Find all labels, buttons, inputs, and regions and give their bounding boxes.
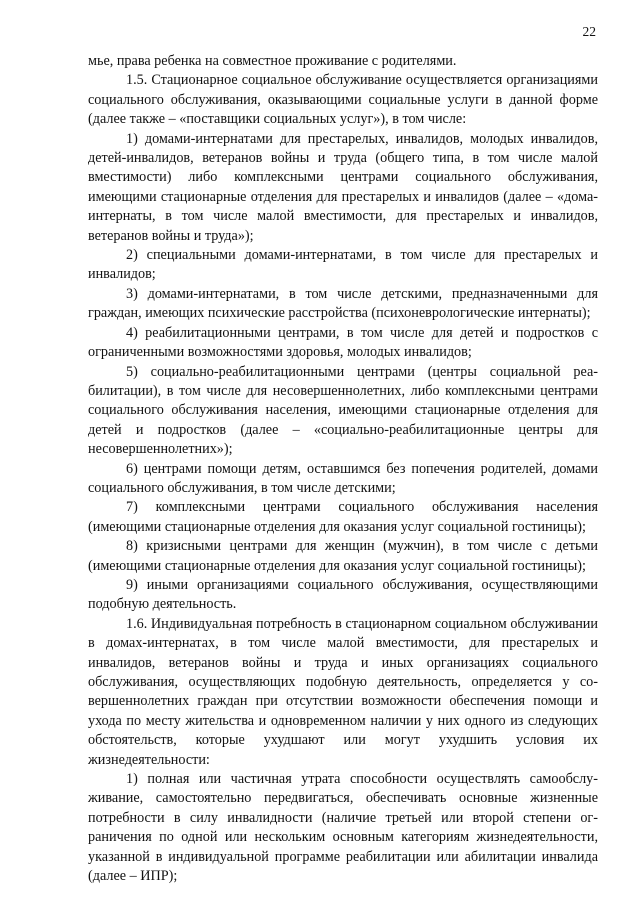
page-number: 22 bbox=[582, 24, 596, 39]
paragraph-continuation: мье, права ребенка на совместное проживание с родителями. bbox=[88, 53, 457, 69]
subitem-1: 1) полная или частичная утрата способности осуществлять самообслуживание, самостоятельно передвигаться, обеспечивать основные жизненные потребности в силу инвалидности (наличие третьей или второй степени ограничения по одной или нескольким основным категориям жизнедеятельности, указанной в индивидуальной программе реабилитации или абилитации инвалида (далее – ИПР); bbox=[88, 771, 598, 885]
list-item-5: 5) социально-реабилитационными центрами (центры социальной реабилитации), в том числе для несовершеннолетних, либо комплексными центрами социального обслуживания населения, имеющими стационарные отделения для детей и подростков (далее – «социально-реабилитационные центры для несовершеннолетних»); bbox=[88, 363, 598, 458]
document-body bbox=[88, 52, 598, 886]
list-item-6: 6) центрами помощи детям, оставшимся без попечения родителей, домами социального обслуживания, в том числе детскими; bbox=[88, 460, 598, 496]
paragraph-1-6: 1.6. Индивидуальная потребность в стационарном социальном обслуживании в домах-интернатах, в том числе малой вместимости, для престарелых и инвалидов, ветеранов войны и труда и иных организациях социального обслуживания, осуществляющих подобную деятельность, определяется у совершеннолетних граждан при отсутствии возможности обеспечения помощи и ухода по месту жительства и одновременном наличии у них одного из следующих обстоятельств, которые ухудшают или могут ухудшить условия их жизнедеятельности: bbox=[88, 615, 598, 768]
list-item-4: 4) реабилитационными центрами, в том числе для детей и подростков с ограниченными возможностями здоровья, молодых инвалидов; bbox=[88, 324, 598, 361]
list-item-3: 3) домами-интернатами, в том числе детскими, предназначенными для граждан, имеющих психические расстройства (психоневрологические интернаты); bbox=[88, 285, 598, 322]
list-item-8: 8) кризисными центрами для женщин (мужчин), в том числе с детьми (имеющими стационарные отделения для оказания услуг социальной гостиницы); bbox=[88, 538, 598, 574]
list-item-2: 2) специальными домами-интернатами, в том числе для престарелых и инвалидов; bbox=[88, 247, 598, 283]
paragraph-1-5: 1.5. Стационарное социальное обслуживание осуществляется организациями социального обслуживания, оказывающими социальные услуги в данной форме (далее также – «поставщики социальных услуг»), в том числе: bbox=[88, 72, 598, 128]
list-item-7: 7) комплексными центрами социального обслуживания населения (имеющими стационарные отделения для оказания услуг социальной гостиницы); bbox=[88, 499, 598, 535]
list-item-1: 1) домами-интернатами для престарелых, инвалидов, молодых инвалидов, детей-инвалидов, ветеранов войны и труда (общего типа, в том числе малой вместимости) либо комплексными центрами социального обслуживания, имеющими стационарные отделения для престарелых и инвалидов (далее – «дома-интернаты, в том числе малой вместимости, для престарелых и инвалидов, ветеранов войны и труда»); bbox=[88, 130, 598, 244]
list-item-9: 9) иными организациями социального обслуживания, осуществляющими подобную деятельность. bbox=[88, 576, 598, 613]
